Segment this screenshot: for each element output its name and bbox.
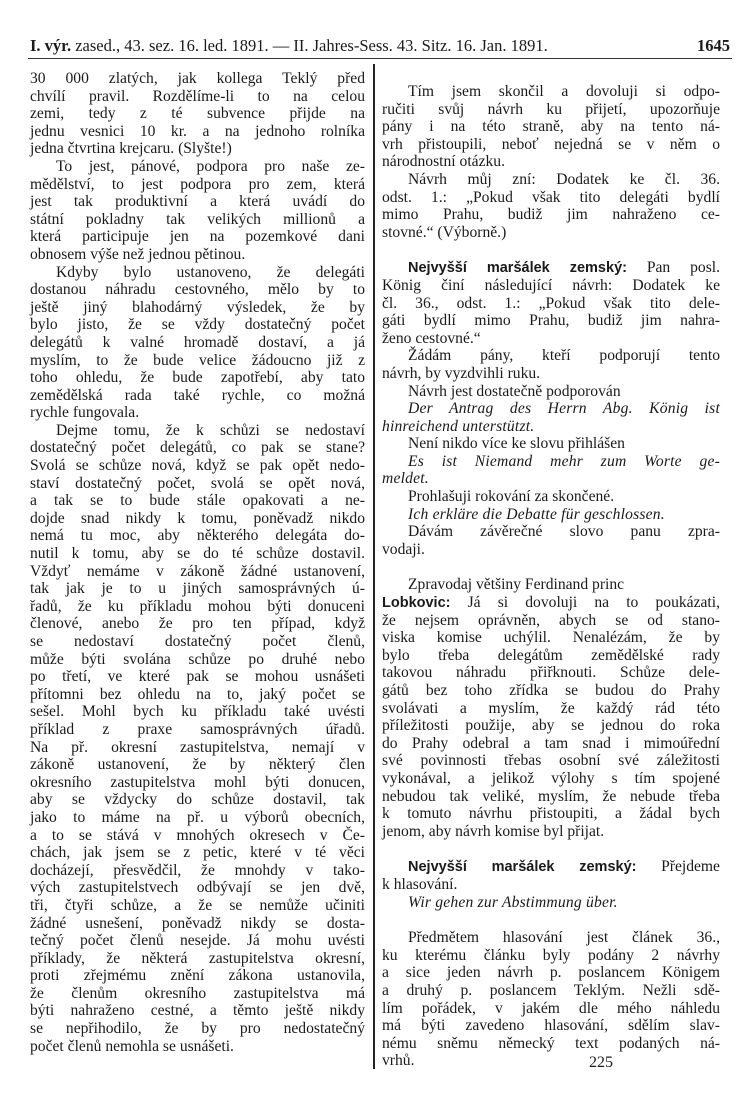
line-text: návrh, by vyzdvihli ruku. xyxy=(382,364,541,382)
line-text: která participuje jen na pozemkové dani xyxy=(30,228,365,246)
line-text: se nedostaví dostatečný počet členů, xyxy=(30,633,365,650)
text-line xyxy=(382,312,720,330)
text-line xyxy=(382,929,720,947)
line-text: příklady, že některá zastupitelstva okresní, xyxy=(30,949,365,967)
text-line xyxy=(382,1052,720,1070)
text-line xyxy=(30,967,365,985)
text-line xyxy=(382,136,720,154)
text-line xyxy=(30,932,365,950)
line-text: okresního zastupitelstva mohl býti donucen, xyxy=(30,773,365,791)
text-line xyxy=(30,756,365,774)
line-text: Předmětem hlasování jest článek 36., xyxy=(408,929,720,947)
text-line xyxy=(30,299,365,317)
line-text: sešel. Mohl bych ku příkladu také uvésti xyxy=(30,703,365,721)
line-text: hinreichend unterstützt. xyxy=(382,417,535,435)
line-text: do Prahy odebral a tam snad i mimoúřední xyxy=(382,734,720,752)
line-text: stovné.“ (Výborně.) xyxy=(382,223,507,241)
text-line xyxy=(30,598,365,616)
line-text: Kdyby bylo ustanoveno, že delegáti xyxy=(56,263,365,281)
line-text: jenom, aby návrh komise byl přijat. xyxy=(382,822,605,840)
line-text: staví dostatečný počet, svolá se opět nová, xyxy=(30,474,365,492)
line-text: a sice jeden návrh p. poslancem Königem xyxy=(382,964,720,982)
left-column xyxy=(30,70,365,1055)
line-text: Návrh jest dostatečně podporován xyxy=(408,382,621,400)
line-text: Dejme tomu, že k schůzi se nedostaví xyxy=(56,421,365,439)
line-text: nebudou tak veliké, myslím, že nebude třeba xyxy=(382,787,720,805)
running-header xyxy=(30,36,730,54)
line-text: ručiti svůj návrh ku přijetí, upozorňuje xyxy=(382,100,720,118)
text-line xyxy=(30,545,365,563)
paragraph xyxy=(382,435,720,453)
line-text: mědělství, to jest podpora pro zem, která xyxy=(30,175,365,193)
line-text: vrh přistoupili, neboť nejedná se v něm o xyxy=(382,135,720,153)
line-text: a to se stává v mnohých okresech v Če- xyxy=(30,826,365,844)
text-line xyxy=(382,506,720,524)
text-line xyxy=(30,246,365,264)
paragraph xyxy=(382,929,720,1070)
text-line xyxy=(30,316,365,334)
line-text: zemědělská rada také rychle, co možná xyxy=(30,386,365,404)
line-text: Žádám pány, kteří podporují tento xyxy=(408,347,720,365)
text-line xyxy=(30,1002,365,1020)
text-line xyxy=(30,862,365,880)
text-line xyxy=(382,365,720,383)
speaker-paragraph xyxy=(382,858,720,893)
paragraph xyxy=(382,576,720,594)
paragraph xyxy=(382,506,720,524)
text-line xyxy=(30,264,365,282)
text-line xyxy=(382,664,720,682)
text-line xyxy=(30,369,365,387)
line-text: ku kterému článku byly podány 2 návrhy xyxy=(382,946,720,964)
line-text: dostatečný počet delegátů, co pak se stane? xyxy=(30,439,365,457)
text-line xyxy=(382,629,720,647)
line-text: členové, anebo že pro ten případ, když xyxy=(30,615,365,633)
line-text: bylo třeba delegátům zemědělské rady xyxy=(382,646,720,664)
line-text: rychle fungovala. xyxy=(30,404,140,422)
line-text: může býti svolána schůze po druhé nebo xyxy=(30,650,365,668)
text-line xyxy=(382,224,720,242)
line-text: jako to máme na př. u výborů obecních, xyxy=(30,808,365,826)
line-text: Přejdeme xyxy=(636,858,720,876)
line-text: ještě jiný blahodárný výsledek, že by xyxy=(30,298,365,316)
line-text: Ich erkläre die Debatte für geschlossen. xyxy=(408,505,665,523)
header-session-label: I. výr. xyxy=(30,36,72,55)
line-text: gáti bydlí mimo Prahu, budiž jim nahra- xyxy=(382,312,720,330)
line-text: König činí následující návrh: Dodatek ke xyxy=(382,276,720,294)
text-line xyxy=(382,823,720,841)
line-text: takovou náhradu přiřknouti. Schůze dele- xyxy=(382,664,720,682)
line-text: chvílí pravil. Rozdělíme-li to na celou xyxy=(30,87,365,105)
line-text: své povinnosti třebas osobní své záležitosti xyxy=(382,752,720,770)
text-line xyxy=(30,915,365,933)
line-text: tečný počet členů nesejde. Já mohu uvésti xyxy=(30,932,365,950)
text-line xyxy=(30,739,365,757)
paragraph xyxy=(382,894,720,912)
line-text: Es ist Niemand mehr zum Worte ge- xyxy=(408,452,720,470)
line-text: příklad z praxe samosprávných úřadů. xyxy=(30,720,365,738)
text-line xyxy=(30,158,365,176)
right-column xyxy=(382,83,720,1070)
line-text: To jest, pánové, podpora pro naše ze- xyxy=(56,157,365,175)
text-line xyxy=(30,615,365,633)
line-text: žádné usnešení, poněvadž nikdy se dosta- xyxy=(30,914,365,932)
line-text: bylo jisto, že se vždy dostatečný počet xyxy=(30,316,365,334)
page-number: 1645 xyxy=(697,36,730,55)
paragraph xyxy=(382,83,720,171)
line-text: tři, čtyři schůze, a že se nemůže učiniti xyxy=(30,896,365,914)
line-text: Prohlašuji rokování za skončené. xyxy=(408,488,615,506)
text-line xyxy=(30,211,365,229)
text-line xyxy=(382,1000,720,1018)
text-line xyxy=(30,897,365,915)
text-line xyxy=(382,277,720,295)
text-line xyxy=(382,118,720,136)
paragraph xyxy=(30,70,365,158)
line-text: delegátů k valné hromadě dostaví, a já xyxy=(30,333,365,351)
paragraph xyxy=(382,453,720,488)
line-text: myslím, to že bude velice žádoucno již z xyxy=(30,351,365,369)
line-text: vykonával, a jelikož výlohy s tím spojené xyxy=(382,769,720,787)
line-text: k tomuto návrhu přistoupiti, a žádal bych xyxy=(382,805,720,823)
text-line xyxy=(30,105,365,123)
line-text: meldet. xyxy=(382,470,429,488)
text-line xyxy=(30,228,365,246)
text-line xyxy=(30,563,365,581)
text-line xyxy=(382,259,720,277)
line-text: Vždyť nemáme v zákoně žádné ustanovení, xyxy=(30,562,365,580)
text-line xyxy=(30,1038,365,1056)
line-text: čl. 36., odst. 1.: „Pokud však tito dele- xyxy=(382,294,720,312)
text-line xyxy=(30,809,365,827)
line-text: příležitosti použije, aby se jednou do roka xyxy=(382,717,720,735)
line-text: 30 000 zlatých, jak kollega Teklý před xyxy=(30,70,365,87)
text-line xyxy=(382,858,720,876)
speaker-name: Lobkovic: xyxy=(382,595,451,612)
text-line xyxy=(30,580,365,598)
line-text: proti zřejmému znění zákona ustanovila, xyxy=(30,967,365,985)
line-text: zákoně ustanovení, že by některý člen xyxy=(30,756,365,774)
text-line xyxy=(382,488,720,506)
line-text: docházejí, přesvědčil, že mnohdy v tako- xyxy=(30,861,365,879)
line-text: jest tak produktivní a která uvádí do xyxy=(30,193,365,211)
text-line xyxy=(30,88,365,106)
line-text: obnosem výše než jednou pětinou. xyxy=(30,245,246,263)
line-text: Pan posl. xyxy=(626,259,720,277)
line-text: a tak se to bude stále opakovati a ne- xyxy=(30,492,365,510)
paragraph xyxy=(30,422,365,1055)
line-text: Zpravodaj většiny Ferdinand princ xyxy=(408,576,625,594)
text-line xyxy=(382,647,720,665)
line-text: má býti zavedeno hlasování, sdělím slav- xyxy=(382,1017,720,1035)
line-text: jednu vesnici 10 kr. a na jednoho rolníka xyxy=(30,122,365,140)
text-line xyxy=(382,1017,720,1035)
text-line xyxy=(30,791,365,809)
line-text: toho ohledu, že bude zapotřebí, aby tato xyxy=(30,369,365,387)
speaker-paragraph xyxy=(382,594,720,840)
column-divider xyxy=(373,64,375,1069)
line-text: Dávám závěrečné slovo panu zpra- xyxy=(408,523,720,541)
text-line xyxy=(382,788,720,806)
line-text: lím pořádek, v jakém dle mého náhledu xyxy=(382,999,720,1017)
text-line xyxy=(30,123,365,141)
text-line xyxy=(382,735,720,753)
text-line xyxy=(30,352,365,370)
paragraph xyxy=(30,158,365,264)
signature-number: 225 xyxy=(589,1054,613,1071)
line-text: býti nahraženo cestné, a těmto ještě nikdy xyxy=(30,1002,365,1020)
line-text: Není nikdo více ke slovu přihlášen xyxy=(408,435,625,453)
paragraph xyxy=(382,171,720,241)
text-line xyxy=(382,171,720,189)
text-line xyxy=(30,70,365,88)
line-text: Na př. okresní zastupitelstva, nemají v xyxy=(30,738,365,756)
text-line xyxy=(382,206,720,224)
text-line xyxy=(382,330,720,348)
text-line xyxy=(30,879,365,897)
text-line xyxy=(382,894,720,912)
paragraph xyxy=(382,488,720,506)
text-line xyxy=(382,770,720,788)
text-line xyxy=(30,686,365,704)
text-line xyxy=(30,281,365,299)
speaker-name: Nejvyšší maršálek zemský: xyxy=(408,859,637,876)
text-line xyxy=(30,827,365,845)
line-text: že členům okresního zastupitelstva má xyxy=(30,984,365,1002)
text-line xyxy=(382,612,720,630)
line-text: národnostní otázku. xyxy=(382,153,505,171)
text-line xyxy=(382,418,720,436)
line-text: nému sněmu německý text podaných ná- xyxy=(382,1034,720,1052)
text-line xyxy=(382,83,720,101)
header-divider xyxy=(28,58,732,59)
text-line xyxy=(382,700,720,718)
text-line xyxy=(382,189,720,207)
text-line xyxy=(30,439,365,457)
text-line xyxy=(30,1020,365,1038)
line-text: Svolá se schůze nová, když se pak opět nedo- xyxy=(30,457,365,475)
text-line xyxy=(30,721,365,739)
text-line xyxy=(382,523,720,541)
line-text: počet členů nemohla se usnášeti. xyxy=(30,1037,234,1055)
line-text: zemi, tedy z té subvence přijde na xyxy=(30,105,365,123)
paragraph xyxy=(382,383,720,401)
text-line xyxy=(382,541,720,559)
line-text: se nepřihodilo, že by pro nedostatečný xyxy=(30,1020,365,1038)
line-text: po třetí, ve které pak se mohou usnášeti xyxy=(30,668,365,686)
text-line xyxy=(30,844,365,862)
text-line xyxy=(382,347,720,365)
speaker-name: Nejvyšší maršálek zemský: xyxy=(408,260,627,277)
line-text: tak jak je to u jiných samosprávných ú- xyxy=(30,580,365,598)
text-line xyxy=(30,422,365,440)
text-line xyxy=(30,668,365,686)
text-line xyxy=(30,457,365,475)
text-line xyxy=(30,404,365,422)
text-line xyxy=(30,510,365,528)
line-text: gátů bez toho zřídka se budou do Prahy xyxy=(382,682,720,699)
text-line xyxy=(382,717,720,735)
line-text: a druhý p. poslancem Teklým. Nežli sdě- xyxy=(382,981,720,999)
line-text: jedna čtvrtina krejcaru. (Slyšte!) xyxy=(30,140,232,158)
paragraph xyxy=(382,400,720,435)
text-line xyxy=(382,435,720,453)
text-line xyxy=(382,153,720,171)
line-text: dostanou náhradu cestovného, mělo by to xyxy=(30,281,365,299)
line-text: Der Antrag des Herrn Abg. König ist xyxy=(408,400,720,418)
paragraph xyxy=(30,264,365,422)
line-text: dojde snad nikdy k tomu, poněvadž nikdo xyxy=(30,509,365,527)
text-line xyxy=(30,651,365,669)
text-line xyxy=(382,964,720,982)
text-line xyxy=(30,527,365,545)
line-text: vrhů. xyxy=(382,1052,415,1070)
line-text: viska komise uchýlil. Nenalézám, že by xyxy=(382,629,720,647)
text-line xyxy=(382,982,720,1000)
text-line xyxy=(382,101,720,119)
line-text: svolávati a myslím, že každý rád této xyxy=(382,699,720,717)
text-line xyxy=(30,985,365,1003)
text-line xyxy=(30,950,365,968)
line-text: pány i na této straně, aby na tento ná- xyxy=(382,118,720,136)
line-text: ženo cestovné.“ xyxy=(382,329,481,347)
text-line xyxy=(30,703,365,721)
text-line xyxy=(382,1035,720,1053)
header-session-details: zased., 43. sez. 16. led. 1891. — II. Jahres-Sess. 43. Sitz. 16. Jan. 1891. xyxy=(71,36,548,55)
text-line xyxy=(382,876,720,894)
line-text: vých zastupitelstvech odbývají se jen dvě, xyxy=(30,879,365,897)
text-line xyxy=(382,682,720,700)
line-text: Wir gehen zur Abstimmung über. xyxy=(408,893,618,911)
line-text: vodaji. xyxy=(382,540,425,558)
line-text: odst. 1.: „Pokud však tito delegáti bydlí xyxy=(382,188,720,206)
line-text: že nejsem oprávněn, abych se od stano- xyxy=(382,611,720,629)
text-line xyxy=(30,774,365,792)
line-text: nemá tu moc, aby některého delegáta do- xyxy=(30,527,365,545)
text-line xyxy=(30,492,365,510)
line-text: Návrh můj zní: Dodatek ke čl. 36. xyxy=(408,170,720,188)
line-text: řadů, že ku příkladu mohou býti donuceni xyxy=(30,597,365,615)
line-text: Já si dovoluji na to poukázati, xyxy=(450,594,720,612)
text-line xyxy=(382,594,720,612)
text-line xyxy=(30,193,365,211)
text-line xyxy=(382,947,720,965)
text-line xyxy=(382,295,720,313)
line-text: k hlasování. xyxy=(382,875,458,893)
line-text: Tím jsem skončil a dovoluji si odpo- xyxy=(408,83,720,100)
text-line xyxy=(30,176,365,194)
text-line xyxy=(30,475,365,493)
text-line xyxy=(30,387,365,405)
line-text: chách, jak jsem se z petic, které v té věci xyxy=(30,844,365,862)
text-line xyxy=(382,805,720,823)
speaker-paragraph xyxy=(382,259,720,347)
text-line xyxy=(382,400,720,418)
text-line xyxy=(382,576,720,594)
paragraph xyxy=(382,347,720,382)
line-text: přítomni bez ohledu na to, jaký počet se xyxy=(30,685,365,703)
text-line xyxy=(30,140,365,158)
text-line xyxy=(30,334,365,352)
line-text: mimo Prahu, budiž jim nahraženo ce- xyxy=(382,206,720,224)
text-line xyxy=(30,633,365,651)
text-line xyxy=(382,470,720,488)
text-line xyxy=(382,453,720,471)
line-text: aby se vždycky do schůze dostavil, tak xyxy=(30,791,365,809)
text-line xyxy=(382,383,720,401)
paragraph xyxy=(382,523,720,558)
line-text: státní pokladny tak velikých millionů a xyxy=(30,210,365,228)
line-text: nutil k tomu, aby se do té schůze dostavil. xyxy=(30,545,365,563)
text-line xyxy=(382,752,720,770)
